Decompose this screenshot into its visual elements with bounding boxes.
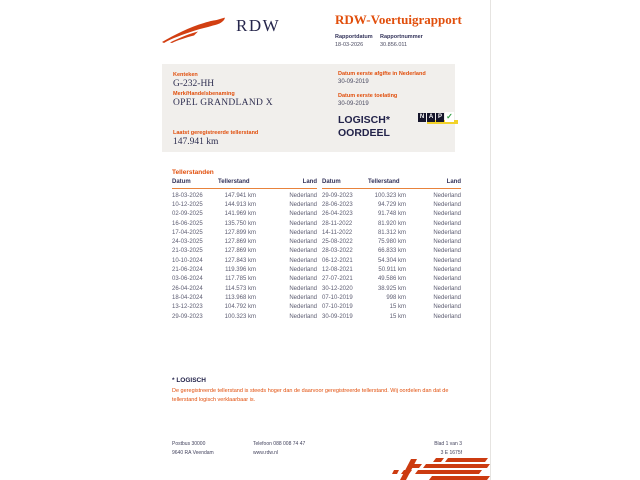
nap-logo-icon [418, 113, 458, 129]
cell-datum: 07-10-2019 [322, 304, 353, 311]
cell-tellerstand: 127.899 km [224, 229, 256, 236]
cell-datum: 07-10-2019 [322, 294, 353, 301]
table-row [322, 256, 461, 265]
footer-address [172, 440, 214, 458]
table-row [322, 265, 461, 274]
cell-tellerstand: 15 km [389, 313, 406, 320]
cell-datum: 29-09-2023 [322, 192, 353, 199]
footer-contact [253, 440, 305, 458]
cell-tellerstand: 144.913 km [224, 201, 256, 208]
table-row [172, 284, 317, 293]
cell-land: Nederland [433, 201, 461, 208]
cell-tellerstand: 75.980 km [377, 239, 406, 246]
cell-datum: 12-08-2021 [322, 267, 353, 274]
tellerstanden-section-title: Tellerstanden [172, 169, 214, 176]
cell-tellerstand: 113.968 km [225, 294, 256, 301]
footer-page-number: Blad 1 van 3 [434, 441, 462, 447]
report-number-value: 30.856.011 [380, 42, 408, 48]
footer-phone: Telefoon 088 008 74 47 [253, 441, 306, 447]
cell-land: Nederland [433, 257, 461, 264]
cell-datum: 30-12-2020 [322, 285, 353, 292]
nap-letter-a: A [428, 114, 434, 120]
cell-land: Nederland [289, 276, 317, 283]
cell-tellerstand: 114.573 km [225, 285, 256, 292]
cell-land: Nederland [433, 229, 461, 236]
cell-datum: 16-06-2025 [172, 220, 203, 227]
cell-tellerstand: 100.323 km [374, 192, 406, 199]
nap-letter-p: P [437, 114, 442, 120]
cell-land: Nederland [289, 304, 317, 311]
col-header-tellerstand: Tellerstand [368, 179, 400, 185]
cell-land: Nederland [289, 201, 317, 208]
cell-datum: 28-03-2022 [322, 248, 353, 255]
cell-tellerstand: 91.748 km [377, 211, 406, 218]
cell-land: Nederland [289, 294, 317, 301]
cell-land: Nederland [433, 192, 461, 199]
report-date-label: Rapportdatum [335, 34, 373, 40]
cell-land: Nederland [433, 294, 461, 301]
cell-tellerstand: 141.969 km [224, 211, 256, 218]
cell-land: Nederland [433, 285, 461, 292]
footer-postbus: Postbus 30000 [172, 441, 206, 447]
cell-tellerstand: 998 km [386, 294, 406, 301]
toelating-value: 30-09-2019 [338, 101, 369, 107]
table-body-right [322, 191, 461, 321]
report-number-label: Rapportnummer [380, 34, 423, 40]
cell-datum: 26-04-2023 [322, 211, 353, 218]
col-header-land: Land [446, 179, 461, 185]
cell-land: Nederland [289, 285, 317, 292]
oordeel-line1: LOGISCH* [338, 114, 390, 126]
cell-datum: 13-12-2023 [172, 304, 203, 311]
logisch-footnote-title: * LOGISCH [172, 377, 206, 384]
table-row [172, 228, 317, 237]
cell-land: Nederland [289, 220, 317, 227]
afgifte-value: 30-09-2019 [338, 79, 369, 85]
cell-land: Nederland [433, 211, 461, 218]
vehicle-info-box [162, 64, 455, 152]
cell-land: Nederland [433, 267, 461, 274]
logisch-footnote-text: De geregistreerde tellerstand is steeds hoger dan de daarvoor geregistreerde tellerstand. Wij oordelen dan dat de tellerstand logisch verklaarbaar is. [172, 388, 449, 403]
rdw-wordmark: RDW [236, 16, 281, 35]
cell-datum: 03-06-2024 [172, 276, 203, 283]
cell-land: Nederland [433, 304, 461, 311]
speed-stripes-graphic [392, 455, 490, 480]
table-row [322, 219, 461, 228]
cell-datum: 30-09-2019 [322, 313, 353, 320]
cell-datum: 02-09-2025 [172, 211, 203, 218]
footer-city: 9640 RA Veendam [172, 450, 214, 456]
table-row [172, 275, 317, 284]
cell-land: Nederland [289, 192, 317, 199]
table-row [322, 293, 461, 302]
table-row [322, 312, 461, 321]
cell-datum: 06-12-2021 [322, 257, 353, 264]
table-row [322, 210, 461, 219]
table-row [172, 265, 317, 274]
cell-tellerstand: 119.396 km [225, 267, 256, 274]
table-row [322, 284, 461, 293]
table-row [322, 247, 461, 256]
cell-tellerstand: 127.843 km [224, 257, 256, 264]
col-header-datum: Datum [322, 179, 341, 185]
report-date-value: 18-03-2026 [335, 42, 364, 48]
oordeel-verdict [338, 114, 390, 140]
cell-tellerstand: 117.785 km [225, 276, 256, 283]
cell-datum: 18-03-2026 [172, 192, 203, 199]
table-row [322, 237, 461, 246]
cell-datum: 27-07-2021 [322, 276, 353, 283]
cell-datum: 24-03-2025 [172, 239, 203, 246]
page-right-edge [490, 0, 491, 480]
col-header-tellerstand: Tellerstand [218, 179, 250, 185]
cell-tellerstand: 15 km [389, 304, 406, 311]
table-row [172, 200, 317, 209]
tellerstand-value: 147.941 km [173, 137, 219, 147]
cell-datum: 21-06-2024 [172, 267, 203, 274]
cell-datum: 10-12-2025 [172, 201, 203, 208]
merk-label: Merk/Handelsbenaming [173, 91, 235, 97]
cell-datum: 21-03-2025 [172, 248, 203, 255]
table-row [172, 303, 317, 312]
table-row [322, 275, 461, 284]
cell-land: Nederland [289, 267, 317, 274]
cell-datum: 25-08-2022 [322, 239, 353, 246]
table-header-row [172, 179, 317, 189]
table-row [172, 293, 317, 302]
cell-land: Nederland [433, 220, 461, 227]
cell-land: Nederland [433, 276, 461, 283]
oordeel-line2: OORDEEL [338, 127, 390, 139]
tellerstanden-table-left [172, 179, 317, 321]
cell-land: Nederland [289, 257, 317, 264]
table-header-row [322, 179, 461, 189]
cell-tellerstand: 100.323 km [224, 313, 256, 320]
cell-land: Nederland [433, 239, 461, 246]
kenteken-label: Kenteken [173, 72, 198, 78]
cell-tellerstand: 66.833 km [377, 248, 406, 255]
table-row [322, 228, 461, 237]
footer-website: www.rdw.nl [253, 450, 279, 456]
cell-datum: 29-09-2023 [172, 313, 203, 320]
cell-tellerstand: 50.911 km [378, 267, 406, 274]
cell-tellerstand: 104.792 km [224, 304, 256, 311]
cell-tellerstand: 135.750 km [224, 220, 256, 227]
cell-tellerstand: 127.869 km [224, 248, 256, 255]
cell-datum: 28-11-2022 [322, 220, 353, 227]
rdw-bird-logo-icon [162, 15, 226, 43]
table-row [172, 237, 317, 246]
cell-tellerstand: 127.869 km [224, 239, 256, 246]
merk-value: OPEL GRANDLAND X [173, 98, 273, 108]
cell-datum: 14-11-2022 [322, 229, 353, 236]
nap-check-icon: ✓ [446, 112, 453, 121]
table-row [172, 256, 317, 265]
cell-tellerstand: 147.941 km [224, 192, 256, 199]
footer-form-code: 3 E 1675f [440, 450, 462, 456]
cell-datum: 28-06-2023 [322, 201, 353, 208]
cell-tellerstand: 81.920 km [377, 220, 406, 227]
cell-datum: 10-10-2024 [172, 257, 203, 264]
cell-land: Nederland [289, 211, 317, 218]
cell-land: Nederland [289, 248, 317, 255]
nap-letter-n: N [419, 114, 425, 120]
table-row [322, 303, 461, 312]
cell-land: Nederland [289, 229, 317, 236]
table-body-left [172, 191, 317, 321]
cell-land: Nederland [289, 313, 317, 320]
col-header-datum: Datum [172, 179, 191, 185]
table-row [172, 210, 317, 219]
cell-tellerstand: 94.729 km [377, 201, 406, 208]
cell-land: Nederland [289, 239, 317, 246]
table-row [172, 247, 317, 256]
page-title: RDW-Voertuigrapport [335, 12, 462, 27]
table-row [322, 191, 461, 200]
cell-datum: 17-04-2025 [172, 229, 203, 236]
tellerstanden-table-right [322, 179, 461, 321]
cell-tellerstand: 81.312 km [377, 229, 406, 236]
cell-land: Nederland [433, 248, 461, 255]
afgifte-label: Datum eerste afgifte in Nederland [338, 71, 426, 77]
toelating-label: Datum eerste toelating [338, 93, 398, 99]
table-row [172, 191, 317, 200]
cell-tellerstand: 49.586 km [377, 276, 406, 283]
cell-tellerstand: 38.925 km [377, 285, 406, 292]
table-row [172, 219, 317, 228]
cell-datum: 18-04-2024 [172, 294, 203, 301]
col-header-land: Land [302, 179, 317, 185]
table-row [172, 312, 317, 321]
cell-tellerstand: 54.304 km [377, 257, 406, 264]
cell-land: Nederland [433, 313, 461, 320]
tellerstand-label: Laatst geregistreerde tellerstand [173, 130, 259, 136]
table-row [322, 200, 461, 209]
cell-datum: 26-04-2024 [172, 285, 203, 292]
kenteken-value: G-232-HH [173, 79, 215, 89]
